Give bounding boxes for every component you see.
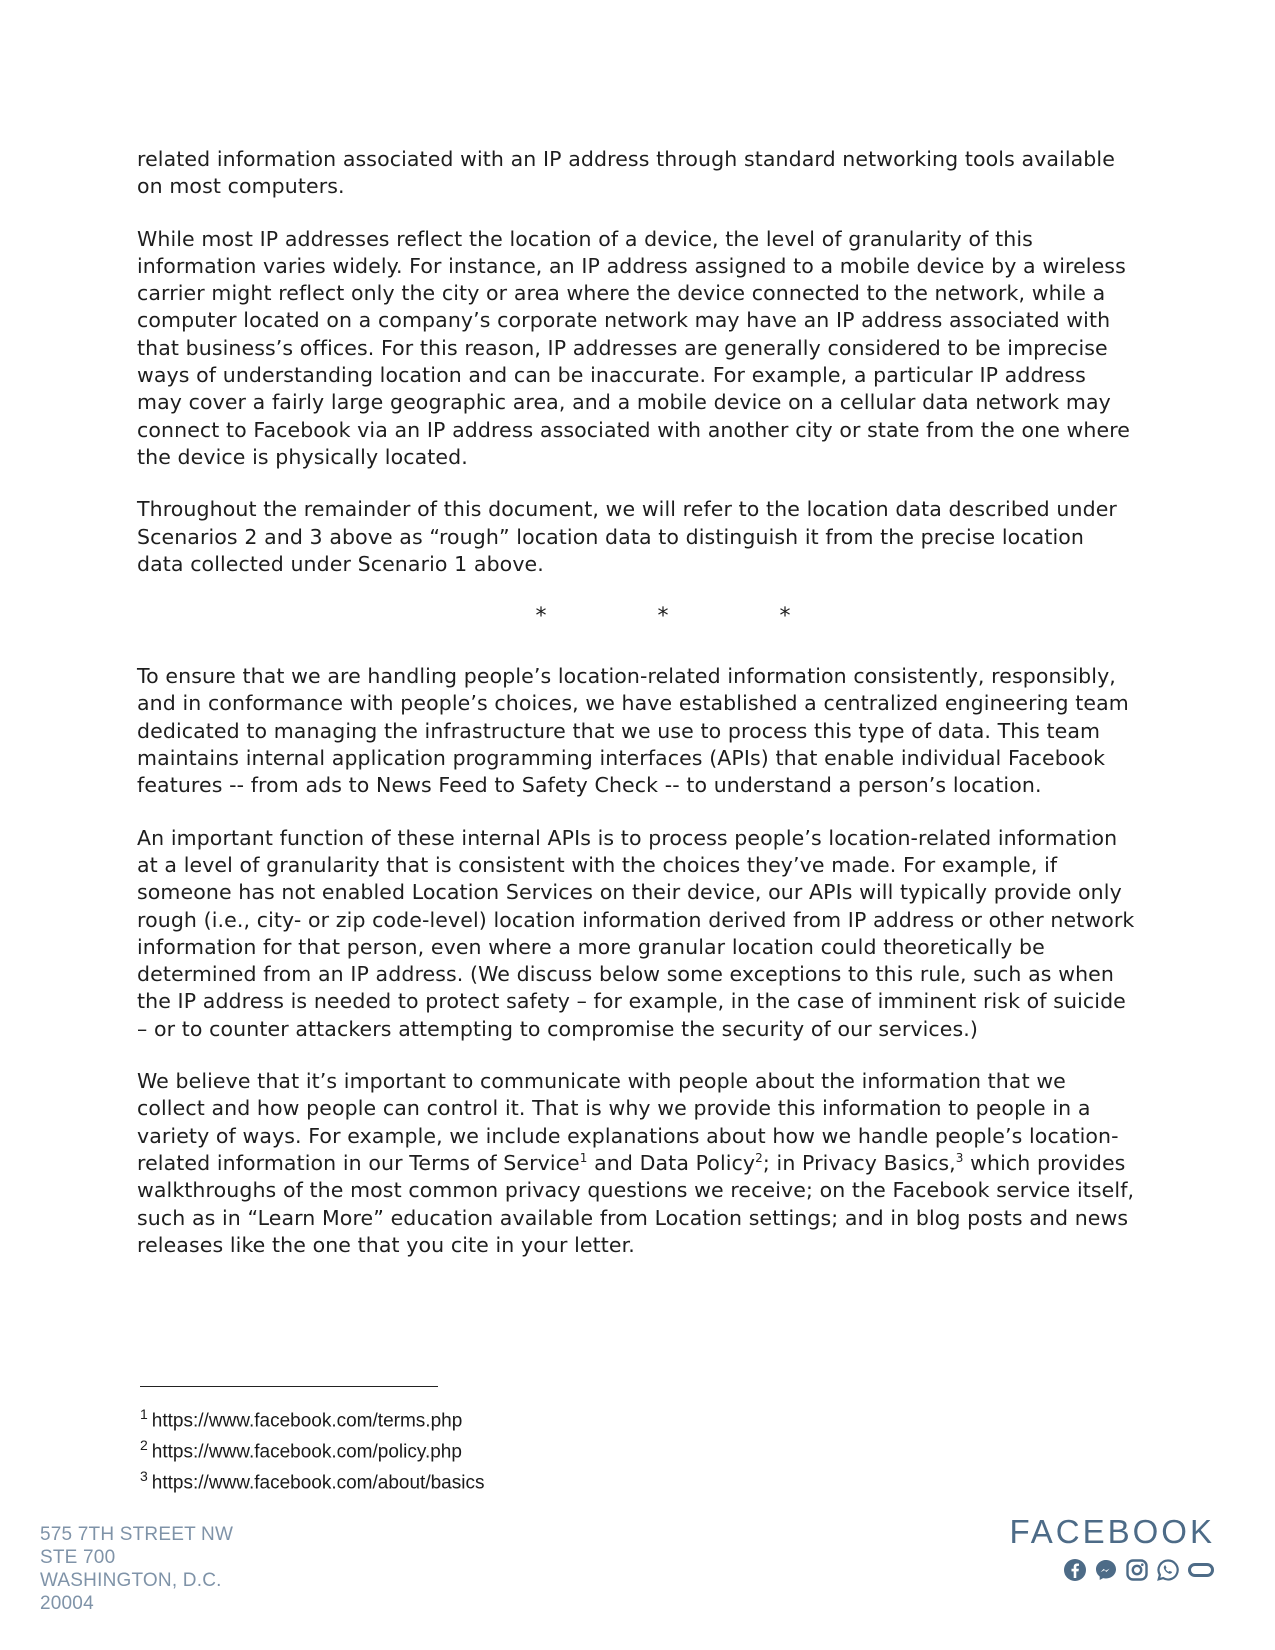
facebook-icon	[1063, 1558, 1087, 1582]
footnote	[140, 1461, 484, 1492]
footnotes	[140, 1399, 484, 1492]
footnote-number: 2	[140, 1437, 148, 1453]
footnote-ref[interactable]: 3	[955, 1151, 964, 1166]
instagram-icon	[1125, 1558, 1149, 1582]
whatsapp-icon	[1156, 1558, 1180, 1582]
footnote	[140, 1430, 484, 1461]
mailing-address	[40, 1523, 233, 1615]
address-line: WASHINGTON, D.C.	[40, 1570, 222, 1591]
letter-body	[137, 146, 1137, 1259]
footnote	[140, 1399, 484, 1430]
footnote-ref[interactable]: 2	[755, 1151, 763, 1166]
paragraph-text: We believe that it’s important to communicate with people about the information that we collect and how people can control it. That is why we provide this information to people in a variety of ways. For example, we include explanations about how we handle people’s location-related information in our Terms of Service	[137, 1069, 1119, 1175]
footnote-ref[interactable]: 1	[579, 1151, 588, 1166]
footnote-link[interactable]: https://www.facebook.com/terms.php	[151, 1410, 463, 1432]
section-separator: * * *	[535, 604, 843, 630]
footnote-link[interactable]: https://www.facebook.com/policy.php	[151, 1441, 462, 1463]
oculus-icon	[1187, 1558, 1215, 1582]
facebook-wordmark: FACEBOOK	[1009, 1513, 1215, 1550]
paragraph: Throughout the remainder of this document, we will refer to the location data described under Scenarios 2 and 3 above as “rough” location data to distinguish it from the precise location data collected under Scenario 1 above.	[137, 497, 1117, 576]
paragraph: related information associated with an IP address through standard networking tools available on most computers.	[137, 147, 1115, 199]
paragraph-with-footnotes	[137, 1068, 1137, 1259]
footnote-number: 3	[140, 1468, 148, 1484]
paragraph: While most IP addresses reflect the location of a device, the level of granularity of this information varies widely. For instance, an IP address assigned to a mobile device by a wireless carrier might reflect only the city or area where the device connected to the network, while a computer located on a company’s corporate network may have an IP address associated with that business’s offices. For this reason, IP addresses are generally considered to be imprecise ways of understanding location and can be inaccurate. For example, a particular IP address may cover a fairly large geographic area, and a mobile device on a cellular data network may connect to Facebook via an IP address associated with another city or state from the one where the device is physically located.	[137, 226, 1130, 469]
address-line: 20004	[40, 1593, 94, 1614]
paragraph-text: which provides walkthroughs of the most common privacy questions we receive; on the Facebook service itself, such as in “Learn More” education available from Location settings; and in blog posts and news releases like the one that you cite in your letter.	[137, 1150, 1135, 1257]
paragraph: To ensure that we are handling people’s location-related information consistently, responsibly, and in conformance with people’s choices, we have established a centralized engineering team dedicated to managing the infrastructure that we use to process this type of data. This team maintains internal application programming interfaces (APIs) that enable individual Facebook features -- from ads to News Feed to Safety Check -- to understand a person’s location.	[137, 664, 1129, 798]
footnote-link[interactable]: https://www.facebook.com/about/basics	[151, 1472, 485, 1494]
address-line: 575 7TH STREET NW	[40, 1524, 234, 1545]
app-icons	[1009, 1558, 1215, 1582]
brand-block	[1009, 1514, 1215, 1582]
messenger-icon	[1094, 1558, 1118, 1582]
address-line: STE 700	[40, 1547, 116, 1568]
paragraph: An important function of these internal APIs is to process people’s location-related information at a level of granularity that is consistent with the choices they’ve made. For example, if someone has not enabled Location Services on their device, our APIs will typically provide only rough (i.e., city- or zip code-level) location information derived from IP address or other network information for that person, even where a more granular location could theoretically be determined from an IP address. (We discuss below some exceptions to this rule, such as when the IP address is needed to protect safety – for example, in the case of imminent risk of suicide – or to counter attackers attempting to compromise the security of our services.)	[137, 825, 1135, 1041]
footnote-divider	[140, 1386, 438, 1387]
footnote-number: 1	[140, 1406, 148, 1422]
paragraph-text: and Data Policy	[587, 1150, 756, 1175]
paragraph-text: ; in Privacy Basics,	[762, 1150, 956, 1175]
